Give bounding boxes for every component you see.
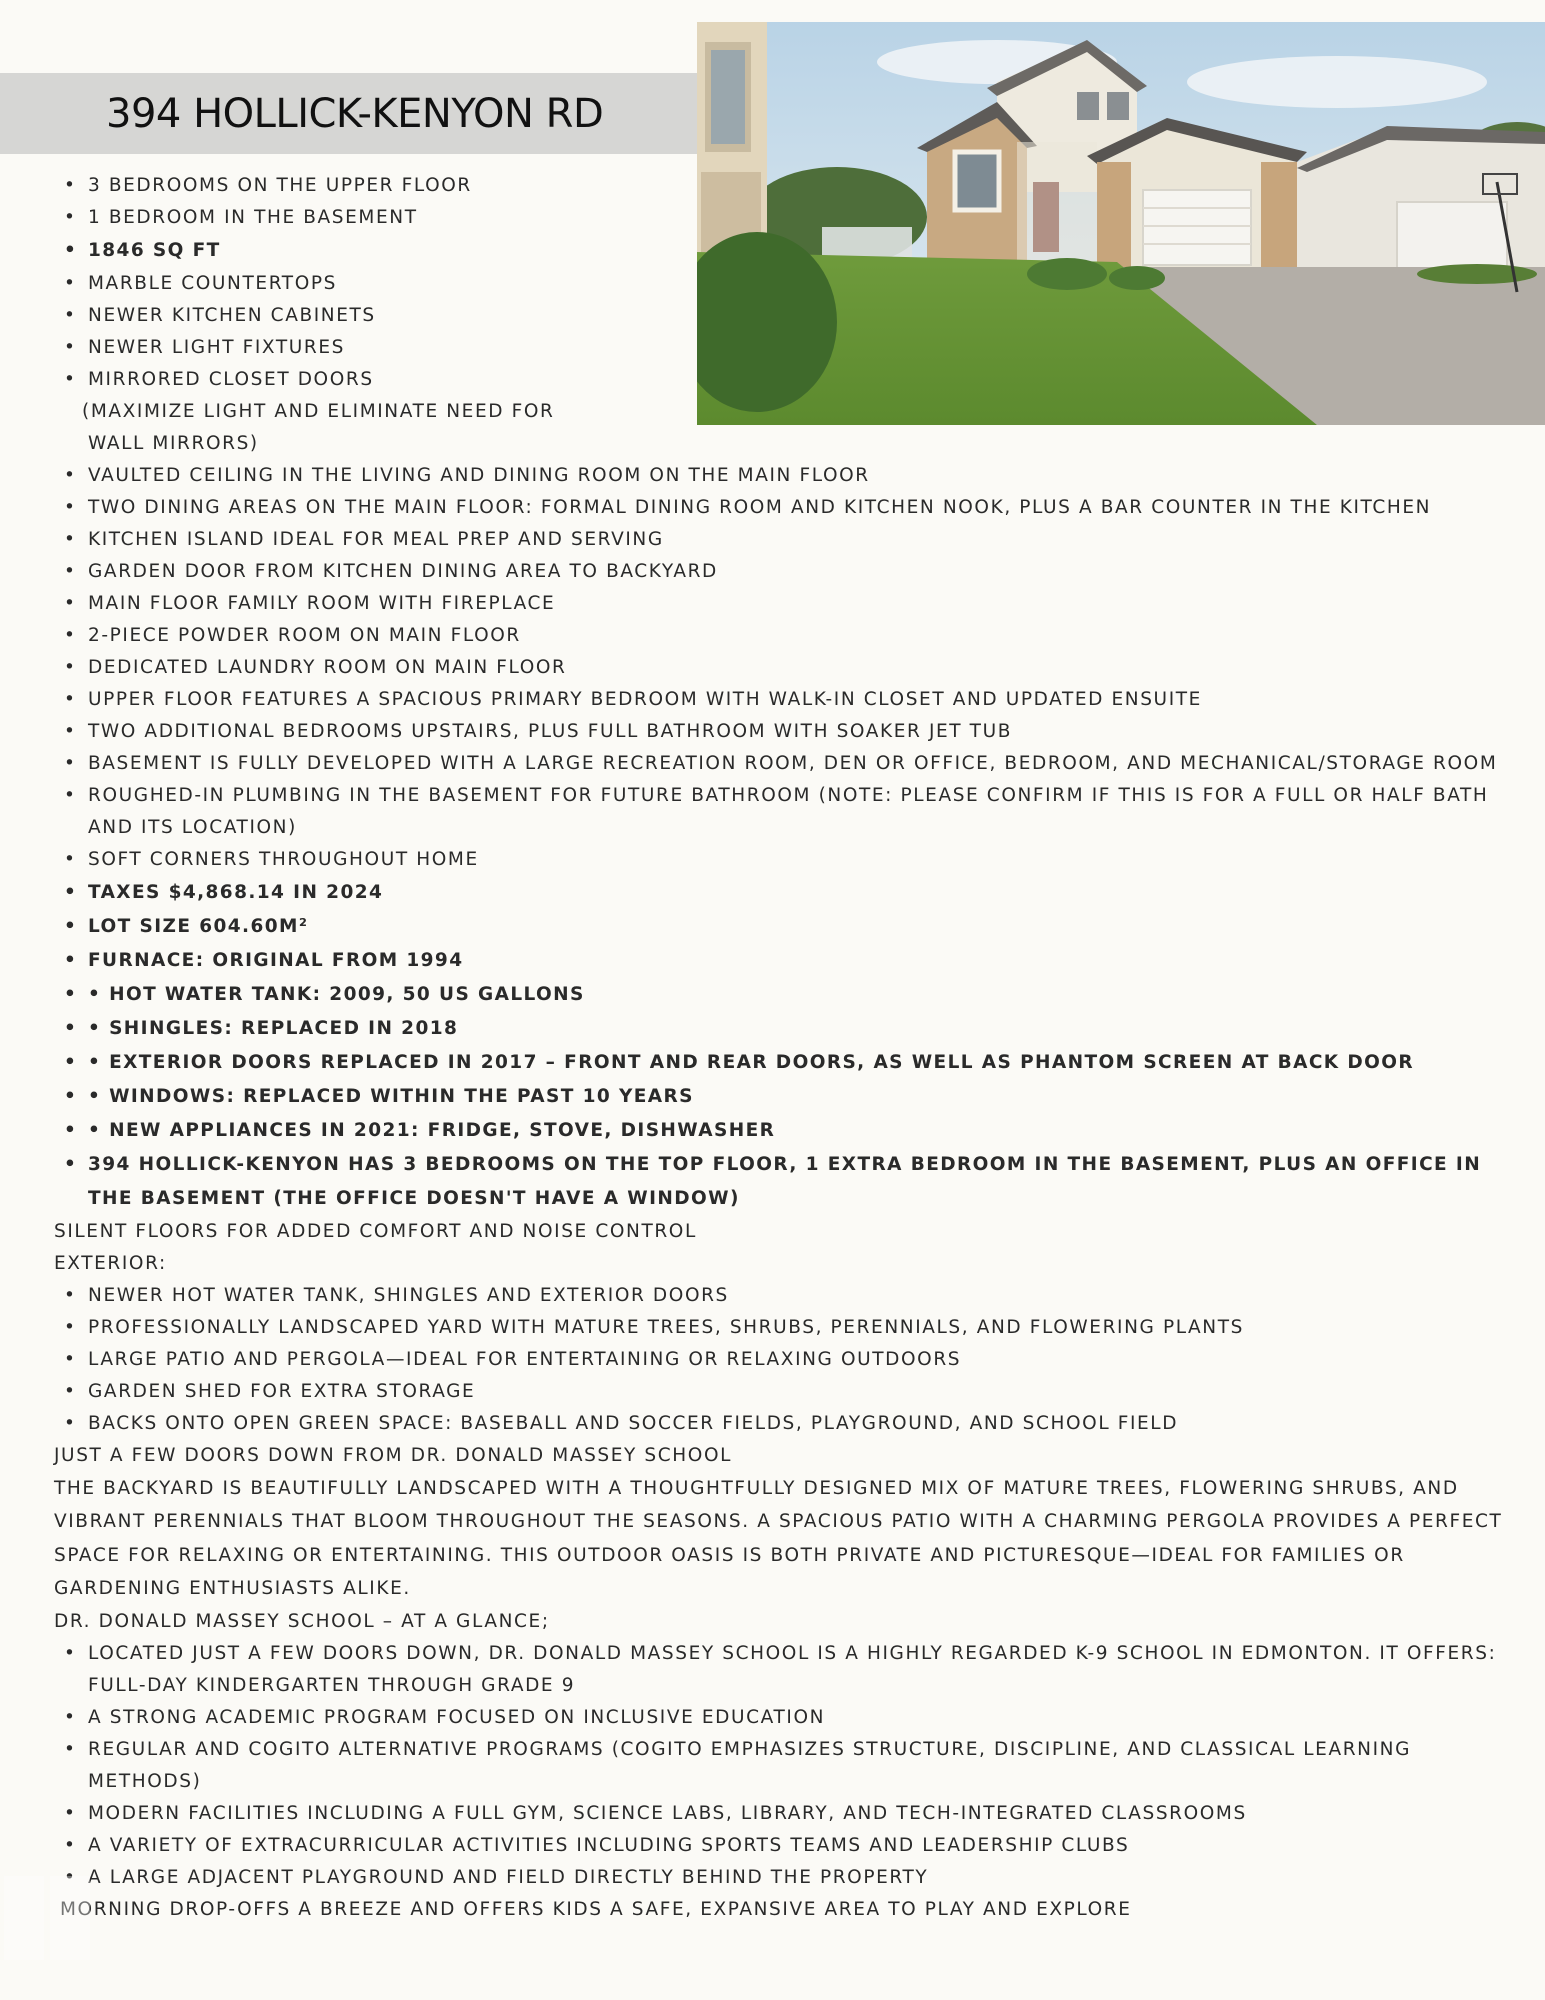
feature-text: MIRRORED CLOSET DOORS xyxy=(88,369,374,390)
feature-text: NEWER LIGHT FIXTURES xyxy=(88,337,346,358)
feature-item xyxy=(0,652,1545,684)
feature-item xyxy=(0,716,1545,748)
exterior-item xyxy=(0,1312,1545,1344)
school-text: REGULAR AND COGITO ALTERNATIVE PROGRAMS (COGITO EMPHASIZES STRUCTURE, DISCIPLINE, AND CLASSICAL LEARNING METHODS) xyxy=(88,1738,1412,1792)
school-text: A STRONG ACADEMIC PROGRAM FOCUSED ON INCLUSIVE EDUCATION xyxy=(88,1706,826,1728)
feature-text: 1846 SQ FT xyxy=(88,240,221,261)
feature-text: LOT SIZE 604.60M² xyxy=(88,916,309,937)
feature-text: KITCHEN ISLAND IDEAL FOR MEAL PREP AND SERVING xyxy=(88,529,664,550)
feature-item xyxy=(0,332,1545,364)
school-list xyxy=(0,1638,1545,1894)
features-list xyxy=(0,170,1545,1216)
feature-item xyxy=(0,1114,1545,1148)
feature-item xyxy=(0,620,1545,652)
feature-text: • EXTERIOR DOORS REPLACED IN 2017 – FRONT AND REAR DOORS, AS WELL AS PHANTOM SCREEN AT BACK DOOR xyxy=(88,1052,1415,1073)
school-heading: DR. DONALD MASSEY SCHOOL – AT A GLANCE; xyxy=(54,1610,550,1632)
school-item xyxy=(0,1798,1545,1830)
feature-text: BASEMENT IS FULLY DEVELOPED WITH A LARGE RECREATION ROOM, DEN OR OFFICE, BEDROOM, AND MECHANICAL/STORAGE ROOM xyxy=(88,753,1498,774)
feature-item xyxy=(0,978,1545,1012)
feature-item xyxy=(0,234,1545,268)
feature-item xyxy=(0,944,1545,978)
feature-item xyxy=(0,1012,1545,1046)
exterior-heading: EXTERIOR: xyxy=(54,1253,167,1274)
feature-text: ROUGHED-IN PLUMBING IN THE BASEMENT FOR FUTURE BATHROOM (NOTE: PLEASE CONFIRM IF THIS IS FOR A FULL OR HALF BATH AND ITS LOCATION) xyxy=(88,785,1489,838)
feature-text: MARBLE COUNTERTOPS xyxy=(88,273,337,294)
feature-item xyxy=(0,844,1545,876)
feature-item xyxy=(0,460,1545,492)
school-proximity-line: JUST A FEW DOORS DOWN FROM DR. DONALD MASSEY SCHOOL xyxy=(54,1445,733,1466)
exterior-text: NEWER HOT WATER TANK, SHINGLES AND EXTERIOR DOORS xyxy=(88,1285,729,1306)
feature-item xyxy=(0,268,1545,300)
school-item xyxy=(0,1638,1545,1702)
feature-item xyxy=(0,524,1545,556)
school-item xyxy=(0,1830,1545,1862)
feature-item xyxy=(0,364,1545,460)
feature-text: 1 BEDROOM IN THE BASEMENT xyxy=(88,207,418,228)
feature-item xyxy=(0,492,1545,524)
feature-text: • NEW APPLIANCES IN 2021: FRIDGE, STOVE, DISHWASHER xyxy=(88,1120,776,1141)
school-text: A LARGE ADJACENT PLAYGROUND AND FIELD DIRECTLY BEHIND THE PROPERTY xyxy=(88,1866,929,1888)
feature-text: GARDEN DOOR FROM KITCHEN DINING AREA TO BACKYARD xyxy=(88,561,718,582)
exterior-text: BACKS ONTO OPEN GREEN SPACE: BASEBALL AND SOCCER FIELDS, PLAYGROUND, AND SCHOOL FIELD xyxy=(88,1413,1179,1434)
feature-item xyxy=(0,1080,1545,1114)
exterior-text: GARDEN SHED FOR EXTRA STORAGE xyxy=(88,1381,476,1402)
exterior-item xyxy=(0,1280,1545,1312)
school-text: LOCATED JUST A FEW DOORS DOWN, DR. DONALD MASSEY SCHOOL IS A HIGHLY REGARDED K-9 SCHOOL IN EDMONTON. IT OFFERS: FULL-DAY KINDERGARTEN THROUGH GRADE 9 xyxy=(88,1642,1497,1696)
exterior-item xyxy=(0,1376,1545,1408)
feature-subtext: WALL MIRRORS) xyxy=(88,433,259,454)
listing-details xyxy=(0,170,1545,1926)
exterior-item xyxy=(0,1408,1545,1440)
feature-item xyxy=(0,300,1545,332)
feature-item xyxy=(0,748,1545,780)
feature-text: SOFT CORNERS THROUGHOUT HOME xyxy=(88,849,479,870)
feature-subtext: (MAXIMIZE LIGHT AND ELIMINATE NEED FOR xyxy=(82,401,555,422)
feature-text: 3 BEDROOMS ON THE UPPER FLOOR xyxy=(88,175,472,196)
feature-item xyxy=(0,202,1545,234)
closing-line: MORNING DROP-OFFS A BREEZE AND OFFERS KIDS A SAFE, EXPANSIVE AREA TO PLAY AND EXPLORE xyxy=(60,1898,1132,1920)
feature-text: 2-PIECE POWDER ROOM ON MAIN FLOOR xyxy=(88,625,521,646)
feature-item xyxy=(0,780,1545,844)
feature-text: MAIN FLOOR FAMILY ROOM WITH FIREPLACE xyxy=(88,593,556,614)
exterior-text: LARGE PATIO AND PERGOLA—IDEAL FOR ENTERTAINING OR RELAXING OUTDOORS xyxy=(88,1349,962,1370)
feature-item xyxy=(0,684,1545,716)
school-text: MODERN FACILITIES INCLUDING A FULL GYM, SCIENCE LABS, LIBRARY, AND TECH-INTEGRATED CLASSROOMS xyxy=(88,1802,1247,1824)
feature-item xyxy=(0,876,1545,910)
feature-text: VAULTED CEILING IN THE LIVING AND DINING ROOM ON THE MAIN FLOOR xyxy=(88,465,870,486)
feature-item xyxy=(0,588,1545,620)
school-item xyxy=(0,1862,1545,1894)
feature-text: 394 HOLLICK-KENYON HAS 3 BEDROOMS ON THE TOP FLOOR, 1 EXTRA BEDROOM IN THE BASEMENT, PLUS AN OFFICE IN THE BASEMENT (THE OFFICE DOESN'T HAVE A WINDOW) xyxy=(88,1154,1482,1209)
feature-item xyxy=(0,556,1545,588)
silent-floors-line: SILENT FLOORS FOR ADDED COMFORT AND NOISE CONTROL xyxy=(54,1221,697,1242)
feature-text: FURNACE: ORIGINAL FROM 1994 xyxy=(88,950,464,971)
exterior-text: PROFESSIONALLY LANDSCAPED YARD WITH MATURE TREES, SHRUBS, PERENNIALS, AND FLOWERING PLANTS xyxy=(88,1317,1244,1338)
exterior-item xyxy=(0,1344,1545,1376)
feature-item xyxy=(0,1148,1545,1216)
feature-item xyxy=(0,170,1545,202)
feature-text: DEDICATED LAUNDRY ROOM ON MAIN FLOOR xyxy=(88,657,567,678)
school-text: A VARIETY OF EXTRACURRICULAR ACTIVITIES INCLUDING SPORTS TEAMS AND LEADERSHIP CLUBS xyxy=(88,1834,1130,1856)
backyard-paragraph: THE BACKYARD IS BEAUTIFULLY LANDSCAPED WITH A THOUGHTFULLY DESIGNED MIX OF MATURE TREES, FLOWERING SHRUBS, AND VIBRANT PERENNIALS THAT BLOOM THROUGHOUT THE SEASONS. A SPACIOUS PATIO WITH A CHARMING PERGOLA PROVIDES A PERFECT SPACE FOR RELAXING OR ENTERTAINING. THIS OUTDOOR OASIS IS BOTH PRIVATE AND PICTURESQUE—IDEAL FOR FAMILIES OR GARDENING ENTHUSIASTS ALIKE. xyxy=(54,1478,1503,1600)
feature-text: • WINDOWS: REPLACED WITHIN THE PAST 10 YEARS xyxy=(88,1086,694,1107)
exterior-list xyxy=(0,1280,1545,1440)
school-item xyxy=(0,1734,1545,1798)
feature-item xyxy=(0,1046,1545,1080)
feature-text: TAXES $4,868.14 IN 2024 xyxy=(88,882,384,903)
listing-address-title: 394 HOLLICK-KENYON RD xyxy=(106,91,604,137)
feature-text: TWO ADDITIONAL BEDROOMS UPSTAIRS, PLUS FULL BATHROOM WITH SOAKER JET TUB xyxy=(88,721,1013,742)
feature-text: NEWER KITCHEN CABINETS xyxy=(88,305,376,326)
feature-item xyxy=(0,910,1545,944)
feature-text: • SHINGLES: REPLACED IN 2018 xyxy=(88,1018,459,1039)
feature-text: UPPER FLOOR FEATURES A SPACIOUS PRIMARY BEDROOM WITH WALK-IN CLOSET AND UPDATED ENSUITE xyxy=(88,689,1202,710)
school-item xyxy=(0,1702,1545,1734)
feature-text: TWO DINING AREAS ON THE MAIN FLOOR: FORMAL DINING ROOM AND KITCHEN NOOK, PLUS A BAR COUNTER IN THE KITCHEN xyxy=(88,497,1432,518)
feature-text: • HOT WATER TANK: 2009, 50 US GALLONS xyxy=(88,984,585,1005)
